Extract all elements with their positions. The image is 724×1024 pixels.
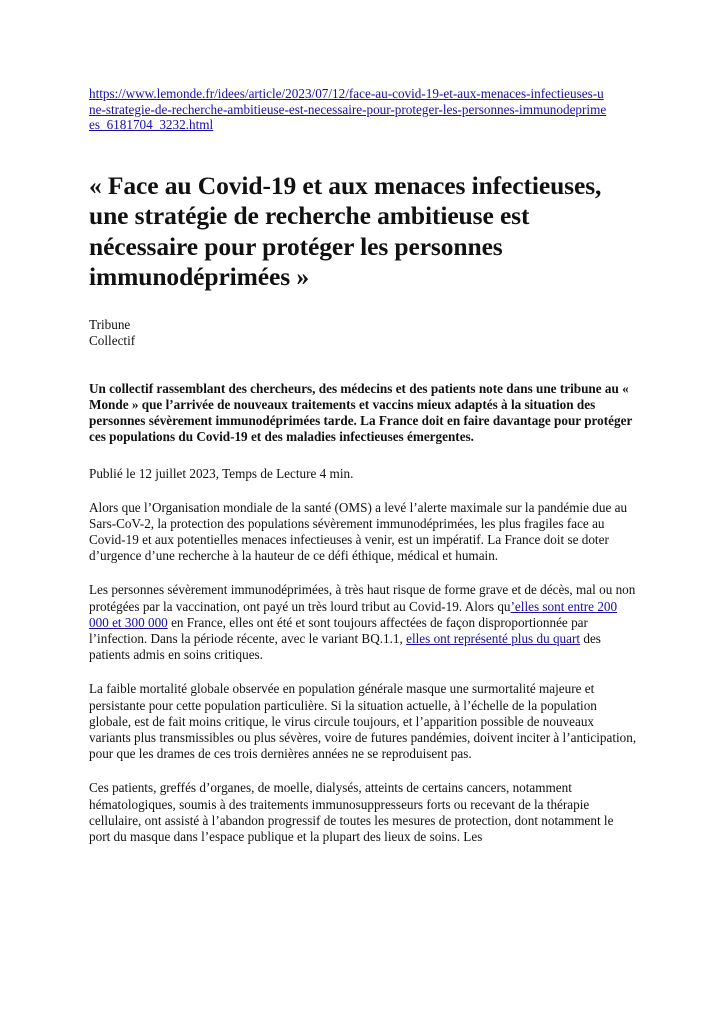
paragraph-3: La faible mortalité globale observée en population générale masque une surmortalité majeure et persistante pour cette population particulière. Si la situation actuelle, à l’échelle de la population globale, est de fait moins critique, le virus circule toujours, et l’apparition possible de nouveaux variants plus transmissibles ou plus sévères, voire de futures pandémies, doivent inciter à l’anticipation, pour que les drames de ces trois dernières années ne se reproduisent pas. (89, 681, 637, 762)
paragraph-1: Alors que l’Organisation mondiale de la santé (OMS) a levé l’alerte maximale sur la pandémie due au Sars-CoV-2, la protection des populations sévèrement immunodéprimées, les plus fragiles face au Covid-19 et aux potentielles menaces infectieuses à venir, est un impératif. La France doit se doter d’urgence d’une recherche à la hauteur de ce défi éthique, médical et humain. (89, 499, 628, 564)
article-url-link[interactable]: https://www.lemonde.fr/idees/article/2023/07/12/face-au-covid-19-et-aux-menaces-infectieuses-une-strategie-de-recherche-ambitieuse-est-necessaire-pour-proteger-les-personnes-immunodeprimees_6181704_3232.html (89, 86, 607, 133)
article-title: « Face au Covid-19 et aux menaces infectieuses, une stratégie de recherche ambitieuse est nécessaire pour protéger les personnes immunodéprimées » (89, 170, 602, 292)
paragraph-2-text-1: Les personnes sévèrement immunodéprimées, à très haut risque de forme grave et de décès, mal ou non protégées par la vaccination, ont payé un très lourd tribut au Covid-19. Alors qu (89, 582, 636, 614)
critical-care-share-link[interactable]: elles ont représenté plus du quart (406, 631, 581, 647)
paragraph-2-text-2: en France, elles ont été et sont toujours affectées de façon disproportionnée par l’infection. Dans la période récente, avec le variant BQ.1.1, (89, 614, 588, 647)
paragraph-2 (89, 582, 637, 663)
paragraph-4: Ces patients, greffés d’organes, de moelle, dialysés, atteints de certains cancers, notamment hématologiques, soumis à des traitements immunosuppresseurs forts ou recevant de la thérapie cellulaire, ont assisté à l’abandon progressif de toutes les mesures de protection, dont notamment le port du masque dans l’espace publique et la plupart des lieux de soins. Les (89, 780, 614, 845)
article-author: Collectif (89, 332, 136, 348)
publication-info: Publié le 12 juillet 2023, Temps de Lecture 4 min. (89, 465, 354, 481)
article-page (89, 86, 649, 858)
paragraph-2-text-3: des patients admis en soins critiques. (89, 631, 601, 663)
article-lede: Un collectif rassemblant des chercheurs, des médecins et des patients note dans une tribune au « Monde » que l’arrivée de nouveaux traitements et vaccins mieux adaptés à la situation des personnes sévèrement immunodéprimées tarde. La France doit en faire davantage pour protéger ces populations du Covid-19 et des maladies infectieuses émergentes. (89, 380, 633, 445)
article-section: Tribune (89, 316, 131, 332)
article-meta (89, 317, 649, 349)
population-count-link[interactable]: ’elles sont entre 200 000 et 300 000 (89, 598, 618, 630)
